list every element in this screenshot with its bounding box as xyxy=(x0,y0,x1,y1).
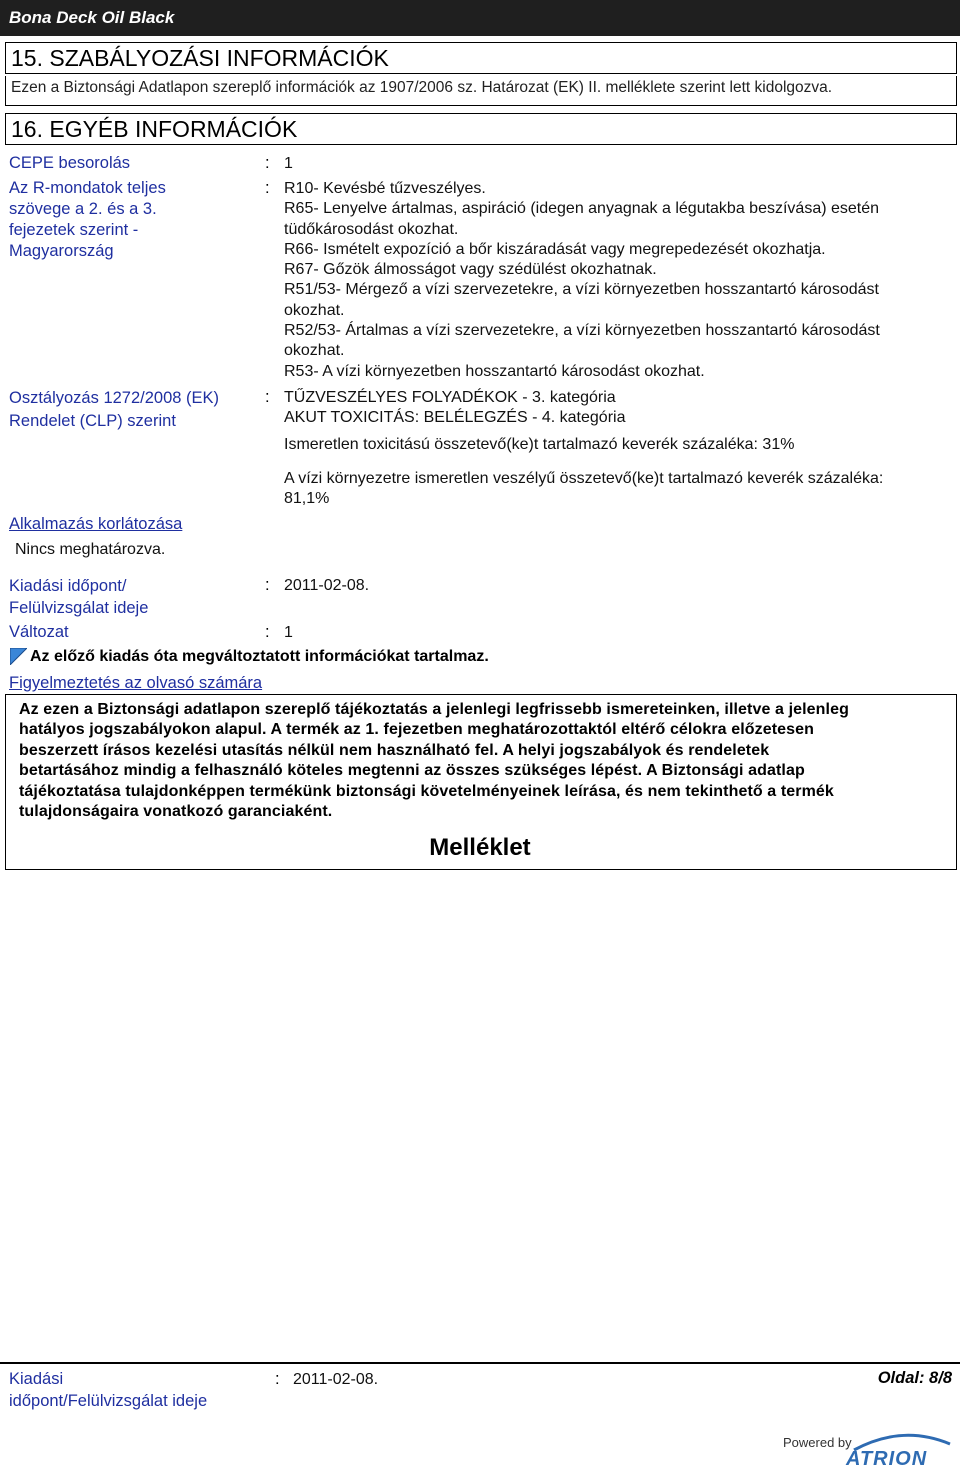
reader-notice-line: tulajdonságaira vonatkozó garanciaként. xyxy=(19,803,333,821)
changed-note: Az előző kiadás óta megváltoztatott információkat tartalmaz. xyxy=(30,648,489,665)
r-phrases-label-line: fejezetek szerint - xyxy=(9,221,139,239)
section-15-heading: 15. SZABÁLYOZÁSI INFORMÁCIÓK xyxy=(5,42,957,74)
r-phrase-line: tüdőkárosodást okozhat. xyxy=(284,220,459,238)
clp-label-line: Osztályozás 1272/2008 (EK) xyxy=(9,389,220,407)
reader-notice-line: tájékoztatása tulajdonképpen termékünk biztonsági követelményeinek leírása, és nem tekinthető a termék xyxy=(19,782,834,800)
reader-notice-text xyxy=(19,700,954,822)
powered-by-text: Powered by xyxy=(783,1435,852,1450)
reader-notice-label: Figyelmeztetés az olvasó számára xyxy=(9,674,263,692)
issue-date-label xyxy=(9,575,148,619)
clp-label xyxy=(9,387,259,433)
issue-date-value: 2011-02-08. xyxy=(284,577,370,594)
footer-date-value: 2011-02-08. xyxy=(293,1371,379,1388)
r-phrase-line: R10- Kevésbé tűzveszélyes. xyxy=(284,180,486,197)
version-colon: : xyxy=(265,623,270,641)
version-value: 1 xyxy=(284,624,293,641)
issue-date-label-line: Kiadási időpont/ xyxy=(9,577,127,595)
clp-unknown-environment-line: 81,1% xyxy=(284,490,330,508)
cepe-value: 1 xyxy=(284,155,293,172)
r-phrase-line: R65- Lenyelve ártalmas, aspiráció (idegen anyagnak a légutakba beszívása) esetén xyxy=(284,200,880,218)
clp-unknown-toxicity: Ismeretlen toxicitású összetevő(ke)t tartalmazó keverék százaléka: 31% xyxy=(284,436,795,453)
page-number: Oldal: 8/8 xyxy=(877,1369,952,1387)
clp-unknown-environment-line: A vízi környezetre ismeretlen veszélyű összetevő(ke)t tartalmazó keverék százaléka: xyxy=(284,470,884,487)
r-phrase-line: R52/53- Ártalmas a vízi szervezetekre, a vízi környezetben hosszantartó károsodást xyxy=(284,322,880,340)
atrion-logo: ATRION xyxy=(846,1448,928,1470)
clp-colon: : xyxy=(265,388,270,406)
change-marker-icon xyxy=(10,648,27,670)
r-phrases-label-line: Az R-mondatok teljes xyxy=(9,179,166,197)
r-phrase-line: R53- A vízi környezetben hosszantartó károsodást okozhat. xyxy=(284,362,705,380)
reader-notice-line: betartásához mindig a felhasználó köteles megtenni az összes szükséges lépést. A Biztonsági adatlap xyxy=(19,762,805,780)
document-title: Bona Deck Oil Black xyxy=(9,8,175,27)
issue-date-label-line: Felülvizsgálat ideje xyxy=(9,599,149,617)
clp-category-1: TŰZVESZÉLYES FOLYADÉKOK - 3. kategória xyxy=(284,389,616,406)
r-phrases-list xyxy=(284,179,954,382)
r-phrase-line: R66- Ismételt expozíció a bőr kiszáradását vagy megrepedezését okozhatja. xyxy=(284,240,826,258)
r-phrases-label-line: Magyarország xyxy=(9,242,114,260)
footer-date-label xyxy=(9,1368,207,1412)
reader-notice-line: hatályos jogszabályokon alapul. A termék az 1. fejezetben meghatározottaktól eltérő célokra előzetesen xyxy=(19,721,815,739)
section-16-heading: 16. EGYÉB INFORMÁCIÓK xyxy=(5,113,957,145)
issue-date-colon: : xyxy=(265,576,270,594)
r-phrases-label-line: szövege a 2. és a 3. xyxy=(9,200,157,218)
clp-unknown-environment xyxy=(284,469,954,510)
annex-heading: Melléklet xyxy=(429,834,531,861)
restrictions-label: Alkalmazás korlátozása xyxy=(9,515,183,533)
clp-category-2: AKUT TOXICITÁS: BELÉLEGZÉS - 4. kategória xyxy=(284,409,626,426)
restrictions-value: Nincs meghatározva. xyxy=(15,541,166,558)
r-phrase-line: R67- Gőzök álmosságot vagy szédülést okozhatnak. xyxy=(284,261,657,279)
r-phrase-line: okozhat. xyxy=(284,342,345,360)
cepe-colon: : xyxy=(265,154,270,172)
section-15-text: Ezen a Biztonsági Adatlapon szereplő információk az 1907/2006 sz. Határozat (EK) II. melléklete szerint lett kidolgozva. xyxy=(5,76,957,106)
r-phrase-line: okozhat. xyxy=(284,301,345,319)
reader-notice-line: Az ezen a Biztonsági adatlapon szereplő tájékoztatás a jelenlegi legfrissebb ismereteinken, illetve a jelenleg xyxy=(19,701,849,718)
document-title-bar xyxy=(0,0,960,36)
r-phrases-colon: : xyxy=(265,179,270,197)
reader-notice-line: beszerzett írásos kezelési utasítás nélkül nem használható fel. A helyi jogszabályok és rendeletek xyxy=(19,741,770,759)
r-phrases-label xyxy=(9,178,249,262)
footer-date-label-line: Kiadási xyxy=(9,1370,64,1388)
r-phrase-line: R51/53- Mérgező a vízi szervezetekre, a vízi környezetben hosszantartó károsodást xyxy=(284,281,879,299)
footer-divider xyxy=(0,1362,960,1364)
footer-colon: : xyxy=(275,1370,280,1388)
clp-label-line: Rendelet (CLP) szerint xyxy=(9,412,176,430)
cepe-label: CEPE besorolás xyxy=(9,154,131,172)
footer-date-label-line: időpont/Felülvizsgálat ideje xyxy=(9,1392,208,1410)
version-label: Változat xyxy=(9,623,69,641)
